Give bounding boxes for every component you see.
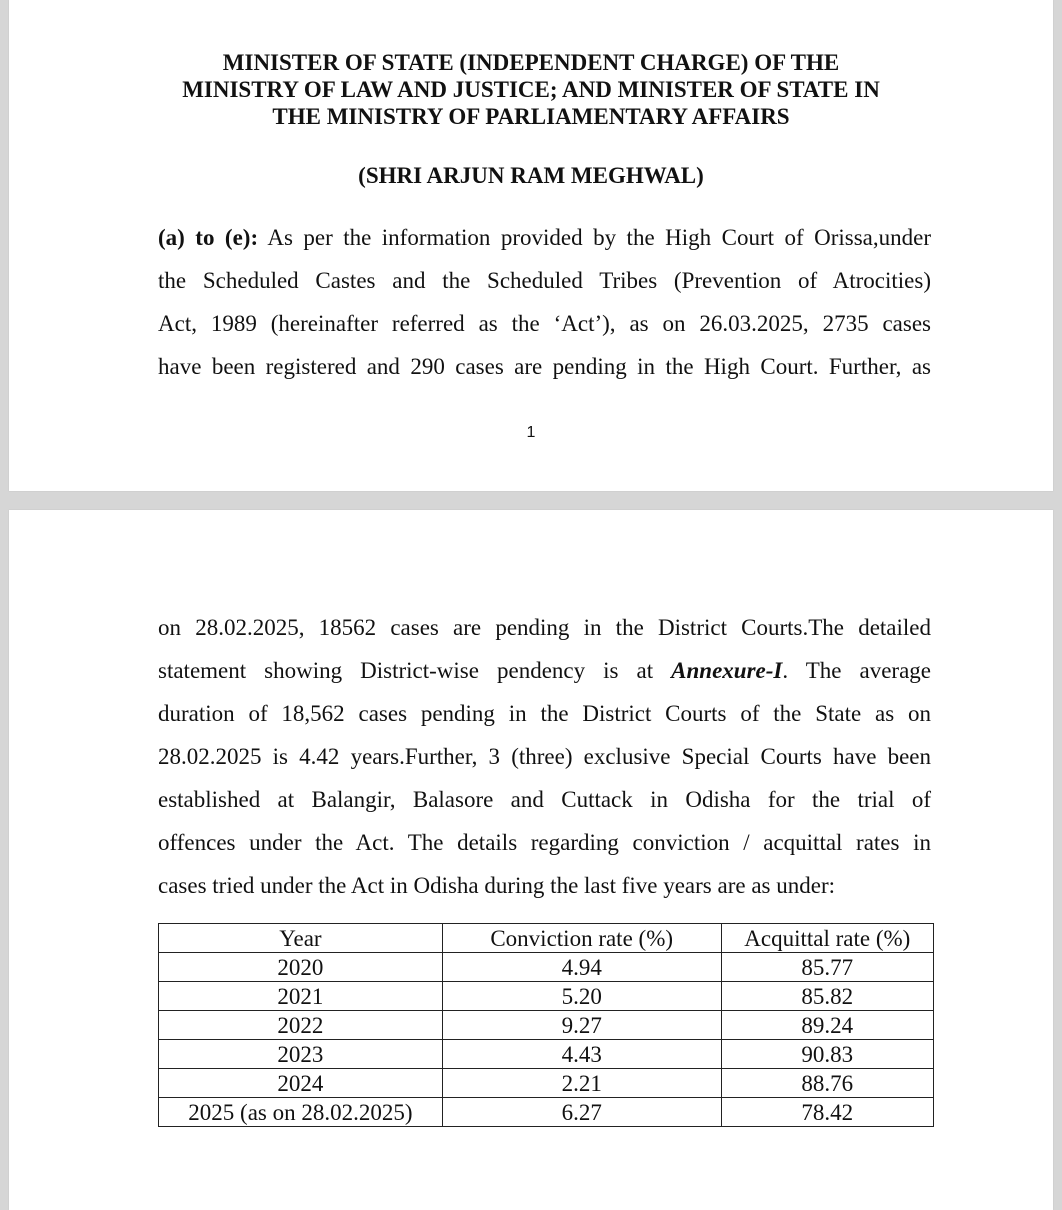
document-page-1	[9, 0, 1053, 491]
column-header-year: Year	[159, 924, 443, 953]
title-line: THE MINISTRY OF PARLIAMENTARY AFFAIRS	[272, 104, 790, 129]
acquittal-rate-cell: 85.82	[721, 982, 933, 1011]
table-row	[159, 1040, 934, 1069]
conviction-rate-cell: 9.27	[442, 1011, 721, 1040]
table-row	[159, 1069, 934, 1098]
table-row	[159, 1011, 934, 1040]
column-header-acquittal-rate: Acquittal rate (%)	[721, 924, 933, 953]
paragraph-line: offences under the Act. The details regarding conviction / acquittal rates in	[158, 830, 931, 855]
acquittal-rate-cell: 88.76	[721, 1069, 933, 1098]
answer-paragraph	[158, 216, 931, 388]
paragraph-line: on 28.02.2025, 18562 cases are pending in the District Courts.The detailed	[158, 615, 931, 640]
conviction-rate-cell: 4.43	[442, 1040, 721, 1069]
acquittal-rate-cell: 90.83	[721, 1040, 933, 1069]
conviction-rate-cell: 2.21	[442, 1069, 721, 1098]
paragraph-line: Act, 1989 (hereinafter referred as the ‘Act’), as on 26.03.2025, 2735 cases	[158, 311, 931, 336]
table-row	[159, 1098, 934, 1127]
year-cell: 2023	[159, 1040, 443, 1069]
acquittal-rate-cell: 89.24	[721, 1011, 933, 1040]
conviction-rate-cell: 6.27	[442, 1098, 721, 1127]
paragraph-line: (a) to (e): As per the information provided by the High Court of Orissa,under	[158, 225, 931, 250]
year-cell: 2021	[159, 982, 443, 1011]
answer-label: (a) to (e):	[158, 225, 259, 250]
paragraph-line: have been registered and 290 cases are pending in the High Court. Further, as	[158, 354, 931, 379]
year-cell: 2020	[159, 953, 443, 982]
table-row	[159, 982, 934, 1011]
title-line: MINISTRY OF LAW AND JUSTICE; AND MINISTER OF STATE IN	[182, 77, 880, 102]
paragraph-line: statement showing District-wise pendency is at Annexure-I. The average	[158, 658, 931, 683]
page-number: 1	[526, 424, 536, 441]
acquittal-rate-cell: 85.77	[721, 953, 933, 982]
conviction-rate-cell: 4.94	[442, 953, 721, 982]
acquittal-rate-cell: 78.42	[721, 1098, 933, 1127]
year-cell: 2024	[159, 1069, 443, 1098]
year-cell: 2022	[159, 1011, 443, 1040]
minister-title	[9, 49, 1053, 130]
title-line: MINISTER OF STATE (INDEPENDENT CHARGE) OF THE	[222, 50, 840, 75]
column-header-conviction-rate: Conviction rate (%)	[442, 924, 721, 953]
paragraph-line: cases tried under the Act in Odisha during the last five years are as under:	[158, 873, 835, 898]
speaker-name: (SHRI ARJUN RAM MEGHWAL)	[358, 163, 704, 188]
paragraph-line: duration of 18,562 cases pending in the District Courts of the State as on	[158, 701, 931, 726]
conviction-acquittal-table	[158, 923, 934, 1127]
year-cell: 2025 (as on 28.02.2025)	[159, 1098, 443, 1127]
paragraph-line: established at Balangir, Balasore and Cuttack in Odisha for the trial of	[158, 787, 931, 812]
table-row	[159, 953, 934, 982]
paragraph-line: 28.02.2025 is 4.42 years.Further, 3 (three) exclusive Special Courts have been	[158, 744, 931, 769]
continuation-paragraph	[158, 606, 931, 907]
conviction-rate-cell: 5.20	[442, 982, 721, 1011]
document-page-2	[9, 510, 1053, 1210]
table-header-row	[159, 924, 934, 953]
paragraph-line: the Scheduled Castes and the Scheduled Tribes (Prevention of Atrocities)	[158, 268, 931, 293]
annexure-reference: Annexure-I	[671, 658, 783, 683]
